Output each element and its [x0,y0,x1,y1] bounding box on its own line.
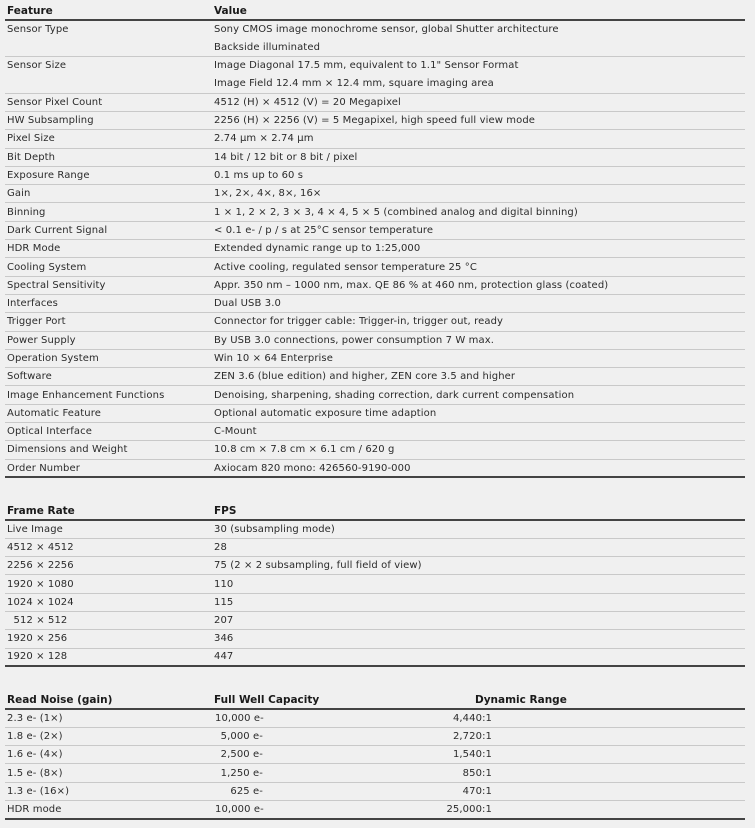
spec-feature: Dimensions and Weight [5,441,212,459]
read-noise-value: 1.8 e- (2×) [5,727,212,745]
frame-rate-resolution: 1920 × 256 [5,630,212,648]
frame-rate-resolution: 4512 × 4512 [5,538,212,556]
spec-row [5,441,745,459]
specifications-body [5,20,745,477]
full-well-value [212,764,382,782]
frame-rate-resolution: 1920 × 128 [5,648,212,666]
frame-rate-header-row [5,503,745,520]
frame-rate-body [5,520,745,666]
spec-value: 4512 (H) × 4512 (V) = 20 Megapixel [212,93,745,111]
spec-row [5,423,745,441]
frame-rate-fps: 75 (2 × 2 subsampling, full field of view) [212,557,745,575]
full-well-value [212,709,382,727]
spec-value: Connector for trigger cable: Trigger-in, trigger out, ready [212,313,745,331]
spec-value: 10.8 cm × 7.8 cm × 6.1 cm / 620 g [212,441,745,459]
spec-feature: Image Enhancement Functions [5,386,212,404]
spec-row [5,166,745,184]
spec-feature: Sensor Pixel Count [5,93,212,111]
spec-row [5,404,745,422]
spec-row [5,221,745,239]
frame-rate-resolution: 1024 × 1024 [5,593,212,611]
frame-rate-fps: 30 (subsampling mode) [212,520,745,538]
frame-rate-fps: 346 [212,630,745,648]
spec-value: Image Field 12.4 mm × 12.4 mm, square imaging area [212,75,745,93]
spec-row [5,130,745,148]
spec-feature: HDR Mode [5,240,212,258]
spec-feature: Operation System [5,349,212,367]
full-well-text: 625 e- [230,785,263,797]
spec-row [5,276,745,294]
frame-rate-resolution: 2256 × 2256 [5,557,212,575]
frame-rate-resolution: 1920 × 1080 [5,575,212,593]
spec-feature [5,75,212,93]
frame-rate-table [5,503,745,667]
spec-row [5,258,745,276]
dynamic-range-value: 470:1 [382,782,494,800]
spec-feature [5,38,212,56]
frame-rate-row [5,538,745,556]
spec-feature: Cooling System [5,258,212,276]
spec-value: 1 × 1, 2 × 2, 3 × 3, 4 × 4, 5 × 5 (combined analog and digital binning) [212,203,745,221]
spec-row [5,368,745,386]
spec-value: Image Diagonal 17.5 mm, equivalent to 1.1" Sensor Format [214,60,519,72]
spec-value: Optional automatic exposure time adaption [212,404,745,422]
read-noise-value: HDR mode [5,800,212,818]
full-well-column-header: Full Well Capacity [212,692,382,709]
spacer-cell [494,727,745,745]
read-noise-row [5,709,745,727]
spec-value: Denoising, sharpening, shading correction, dark current compensation [212,386,745,404]
spec-row [5,185,745,203]
dynamic-range-value: 2,720:1 [382,727,494,745]
spacer-cell [494,800,745,818]
spec-feature: Sensor Type [7,24,69,36]
spec-value: 14 bit / 12 bit or 8 bit / pixel [212,148,745,166]
spec-value: ZEN 3.6 (blue edition) and higher, ZEN core 3.5 and higher [212,368,745,386]
read-noise-row [5,746,745,764]
dynamic-range-value: 850:1 [382,764,494,782]
spec-row [5,203,745,221]
spec-value: Appr. 350 nm – 1000 nm, max. QE 86 % at 460 nm, protection glass (coated) [212,276,745,294]
frame-rate-row [5,630,745,648]
spec-value: Dual USB 3.0 [212,294,745,312]
full-well-text: 10,000 e- [215,803,264,815]
spec-feature: Spectral Sensitivity [5,276,212,294]
frame-rate-row [5,520,745,538]
spec-value: Axiocam 820 mono: 426560-9190-000 [212,459,745,477]
spec-row [5,459,745,477]
spec-row [5,57,745,75]
spec-value: 2.74 µm × 2.74 µm [212,130,745,148]
spec-value: Extended dynamic range up to 1:25,000 [212,240,745,258]
frame-rate-row [5,593,745,611]
read-noise-body [5,709,745,819]
spec-feature: Automatic Feature [5,404,212,422]
frame-rate-row [5,575,745,593]
dynamic-range-value: 4,440:1 [382,709,494,727]
spec-row [5,75,745,93]
frame-rate-row [5,648,745,666]
spec-feature: Optical Interface [5,423,212,441]
spec-feature: Dark Current Signal [5,221,212,239]
value-column-header: Value [212,3,745,20]
read-noise-value: 2.3 e- (1×) [5,709,212,727]
spacer-cell [494,709,745,727]
full-well-text: 5,000 e- [220,730,263,742]
frame-rate-fps: 28 [212,538,745,556]
read-noise-column-header: Read Noise (gain) [5,692,212,709]
spec-feature: Binning [5,203,212,221]
frame-rate-row [5,611,745,629]
read-noise-row [5,764,745,782]
read-noise-row [5,800,745,818]
spacer-cell [494,782,745,800]
frame-rate-row [5,557,745,575]
spacer-cell [494,746,745,764]
spec-row [5,148,745,166]
full-well-value [212,782,382,800]
full-well-text: 2,500 e- [220,749,263,761]
frame-rate-resolution: Live Image [5,520,212,538]
spec-row [5,111,745,129]
spec-feature: Trigger Port [5,313,212,331]
spec-feature: Sensor Size [7,60,67,72]
spec-value: Sony CMOS image monochrome sensor, global Shutter architecture [214,24,559,36]
spec-value: By USB 3.0 connections, power consumption 7 W max. [212,331,745,349]
read-noise-table [5,692,745,820]
spec-feature: Bit Depth [5,148,212,166]
frame-rate-column-header: Frame Rate [5,503,212,520]
spec-row [5,349,745,367]
full-well-text: 1,250 e- [220,767,263,779]
spec-value: < 0.1 e- / p / s at 25°C sensor temperature [212,221,745,239]
full-well-value [212,727,382,745]
full-well-text: 10,000 e- [215,712,264,724]
dynamic-range-value: 25,000:1 [382,800,494,818]
spec-row [5,331,745,349]
spec-value: Win 10 × 64 Enterprise [212,349,745,367]
read-noise-value: 1.6 e- (4×) [5,746,212,764]
dynamic-range-value: 1,540:1 [382,746,494,764]
spec-feature: Exposure Range [5,166,212,184]
spec-row [5,20,745,38]
frame-rate-fps: 115 [212,593,745,611]
spec-row [5,386,745,404]
full-well-value [212,800,382,818]
spec-value: 1×, 2×, 4×, 8×, 16× [212,185,745,203]
full-well-value [212,746,382,764]
spec-feature: HW Subsampling [5,111,212,129]
spec-feature: Software [5,368,212,386]
spec-feature: Gain [5,185,212,203]
spec-value: Active cooling, regulated sensor temperature 25 °C [212,258,745,276]
spec-feature: Order Number [5,459,212,477]
feature-column-header: Feature [5,3,212,20]
frame-rate-resolution: 512 × 512 [5,611,212,629]
spec-feature: Interfaces [5,294,212,312]
spec-row [5,93,745,111]
spec-feature: Power Supply [5,331,212,349]
frame-rate-fps: 110 [212,575,745,593]
specifications-table [5,3,745,478]
frame-rate-fps: 207 [212,611,745,629]
dynamic-range-column-header: Dynamic Range [382,692,745,709]
spec-value: 2256 (H) × 2256 (V) = 5 Megapixel, high speed full view mode [212,111,745,129]
read-noise-row [5,782,745,800]
read-noise-value: 1.5 e- (8×) [5,764,212,782]
spec-value: Backside illuminated [212,38,745,56]
read-noise-value: 1.3 e- (16×) [5,782,212,800]
read-noise-row [5,727,745,745]
spec-row [5,240,745,258]
spec-row [5,294,745,312]
spec-row [5,38,745,56]
spec-feature: Pixel Size [5,130,212,148]
specifications-header-row [5,3,745,20]
spec-value: 0.1 ms up to 60 s [212,166,745,184]
spec-row [5,313,745,331]
spec-value: C-Mount [212,423,745,441]
read-noise-header-row [5,692,745,709]
frame-rate-fps: 447 [212,648,745,666]
fps-column-header: FPS [212,503,745,520]
spacer-cell [494,764,745,782]
